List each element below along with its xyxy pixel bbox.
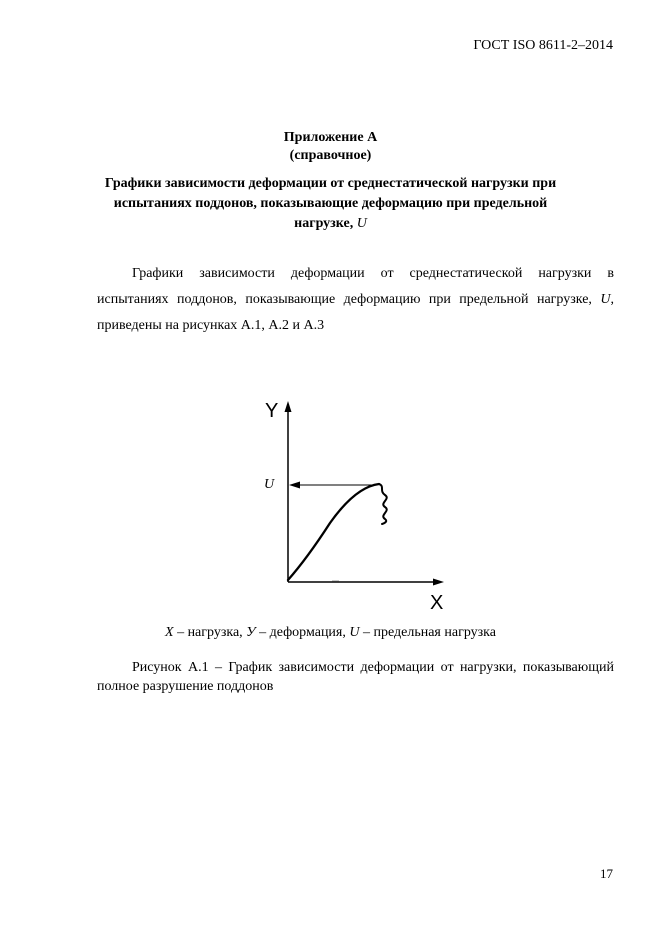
legend-x-text: – нагрузка, — [173, 625, 247, 640]
legend-y-symbol: У — [246, 625, 256, 640]
y-axis-arrow — [285, 401, 292, 412]
body-paragraph-symbol: U — [600, 292, 611, 307]
deformation-curve — [288, 484, 379, 580]
failure-wave — [379, 484, 387, 524]
page-number: 17 — [600, 866, 613, 881]
legend-x-symbol: X — [165, 625, 174, 640]
body-paragraph — [97, 261, 614, 339]
figure-legend — [0, 625, 661, 641]
annex-title: Приложение А — [283, 130, 378, 145]
y-axis-label: Y — [265, 400, 279, 422]
u-reference-arrow — [289, 482, 300, 489]
body-paragraph-text: Графики зависимости деформации от среднестатической нагрузки в испытаниях поддонов, показывающие деформацию при предельной нагрузке, — [97, 266, 614, 307]
annex-heading-symbol: U — [356, 216, 367, 231]
legend-u-text: – предельная нагрузка — [359, 625, 496, 640]
body-paragraph-tail: , приведены на рисунках А.1, А.2 и А.3 — [97, 292, 615, 333]
figure-caption: Рисунок А.1 – График зависимости деформации от нагрузки, показывающий полное разрушение поддонов — [97, 660, 614, 694]
legend-y-text: – деформация, — [255, 625, 350, 640]
x-axis-label: X — [430, 592, 444, 614]
x-axis-arrow — [433, 579, 444, 586]
u-label: U — [264, 477, 275, 492]
annex-subtitle: (справочное) — [289, 148, 372, 163]
annex-heading — [98, 174, 563, 234]
document-code: ГОСТ ISO 8611-2–2014 — [473, 38, 613, 53]
deformation-load-graph — [255, 395, 455, 620]
annex-heading-text: Графики зависимости деформации от среднестатической нагрузки при испытаниях поддонов, показывающие деформацию при предельной нагрузке, — [104, 176, 557, 231]
legend-u-symbol: U — [349, 625, 360, 640]
